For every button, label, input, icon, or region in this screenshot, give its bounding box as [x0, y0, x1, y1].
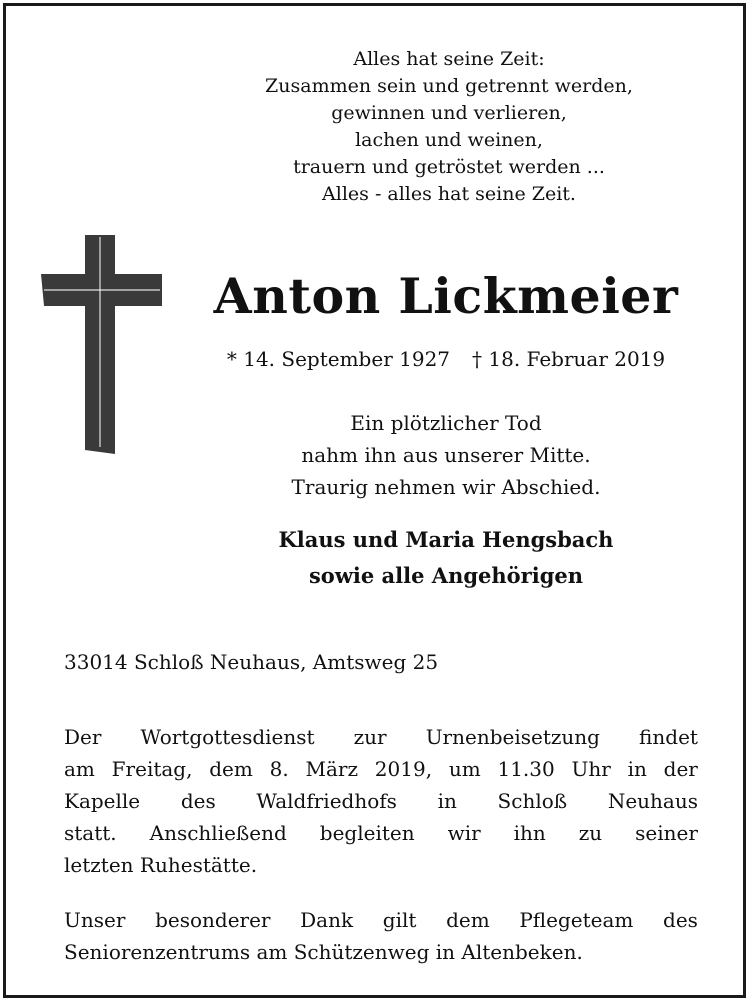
farewell-line: Ein plötzlicher Tod	[350, 411, 542, 435]
cross-icon	[36, 231, 162, 454]
death-date: † 18. Februar 2019	[472, 347, 666, 371]
thanks-paragraph	[64, 904, 698, 968]
poem-line: gewinnen und verlieren,	[331, 102, 567, 124]
mourners-line: sowie alle Angehörigen	[308, 563, 584, 588]
poem-line: lachen und weinen,	[355, 129, 543, 151]
thanks-line: Seniorenzentrums am Schützenweg in Altenbeken.	[64, 940, 583, 964]
service-line: Kapelle des Waldfriedhofs in Schloß Neuhaus	[64, 789, 698, 813]
service-line: letzten Ruhestätte.	[64, 853, 258, 877]
service-paragraph	[64, 721, 698, 881]
thanks-line: Unser besonderer Dank gilt dem Pflegeteam des	[64, 908, 698, 932]
poem-line: Zusammen sein und getrennt werden,	[265, 75, 633, 97]
farewell-line: Traurig nehmen wir Abschied.	[291, 475, 601, 499]
service-line: am Freitag, dem 8. März 2019, um 11.30 Uhr in der	[64, 757, 698, 781]
service-line: Der Wortgottesdienst zur Urnenbeisetzung findet	[64, 725, 698, 749]
service-line: statt. Anschließend begleiten wir ihn zu seiner	[64, 821, 698, 845]
mourners	[171, 522, 721, 594]
poem	[209, 46, 689, 208]
life-dates	[171, 345, 721, 373]
poem-line: trauern und getröstet werden ...	[293, 156, 605, 178]
mourners-line: Klaus und Maria Hengsbach	[278, 527, 614, 552]
obituary-notice	[3, 3, 746, 998]
farewell-words	[171, 407, 721, 503]
birth-date: * 14. September 1927	[226, 347, 451, 371]
address: 33014 Schloß Neuhaus, Amtsweg 25	[64, 650, 439, 674]
poem-line: Alles hat seine Zeit:	[353, 48, 545, 70]
poem-line: Alles - alles hat seine Zeit.	[322, 183, 576, 205]
deceased-name: Anton Lickmeier	[213, 267, 679, 325]
farewell-line: nahm ihn aus unserer Mitte.	[301, 443, 591, 467]
